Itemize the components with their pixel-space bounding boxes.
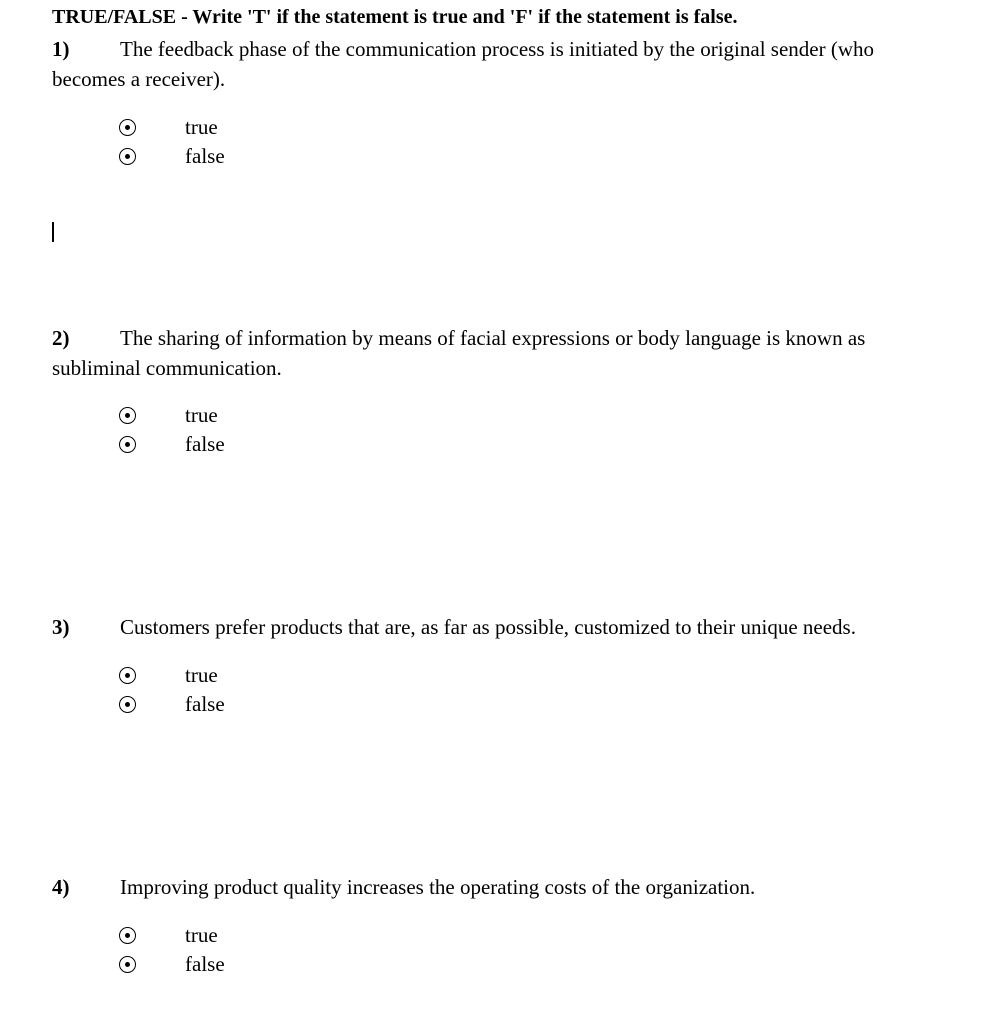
question-text-continued: subliminal communication. xyxy=(52,356,282,380)
question-text: Customers prefer products that are, as far as possible, customized to their unique needs. xyxy=(120,615,856,639)
question-text: The feedback phase of the communication process is initiated by the original sender (who xyxy=(120,37,875,61)
instructions-heading: TRUE/FALSE - Write 'T' if the statement is true and 'F' if the statement is false. xyxy=(52,6,738,28)
radio-button-icon[interactable] xyxy=(119,927,136,944)
question-text: The sharing of information by means of facial expressions or body language is known as xyxy=(120,326,866,350)
option-label: false xyxy=(185,144,225,168)
option-label: false xyxy=(185,692,225,716)
question-number: 1) xyxy=(52,37,70,61)
radio-button-icon[interactable] xyxy=(119,667,136,684)
option-label: false xyxy=(185,952,225,976)
option-label: false xyxy=(185,432,225,456)
option-label: true xyxy=(185,403,218,427)
option-label: true xyxy=(185,663,218,687)
radio-button-icon[interactable] xyxy=(119,148,136,165)
question-number: 2) xyxy=(52,326,70,350)
question-text: Improving product quality increases the operating costs of the organization. xyxy=(120,875,756,899)
radio-button-icon[interactable] xyxy=(119,407,136,424)
option-label: true xyxy=(185,923,218,947)
option-label: true xyxy=(185,115,218,139)
question-number: 3) xyxy=(52,615,70,639)
question-number: 4) xyxy=(52,875,70,899)
radio-button-icon[interactable] xyxy=(119,956,136,973)
radio-button-icon[interactable] xyxy=(119,119,136,136)
question-text-continued: becomes a receiver). xyxy=(52,67,226,91)
radio-button-icon[interactable] xyxy=(119,436,136,453)
radio-button-icon[interactable] xyxy=(119,696,136,713)
text-cursor xyxy=(52,222,54,242)
